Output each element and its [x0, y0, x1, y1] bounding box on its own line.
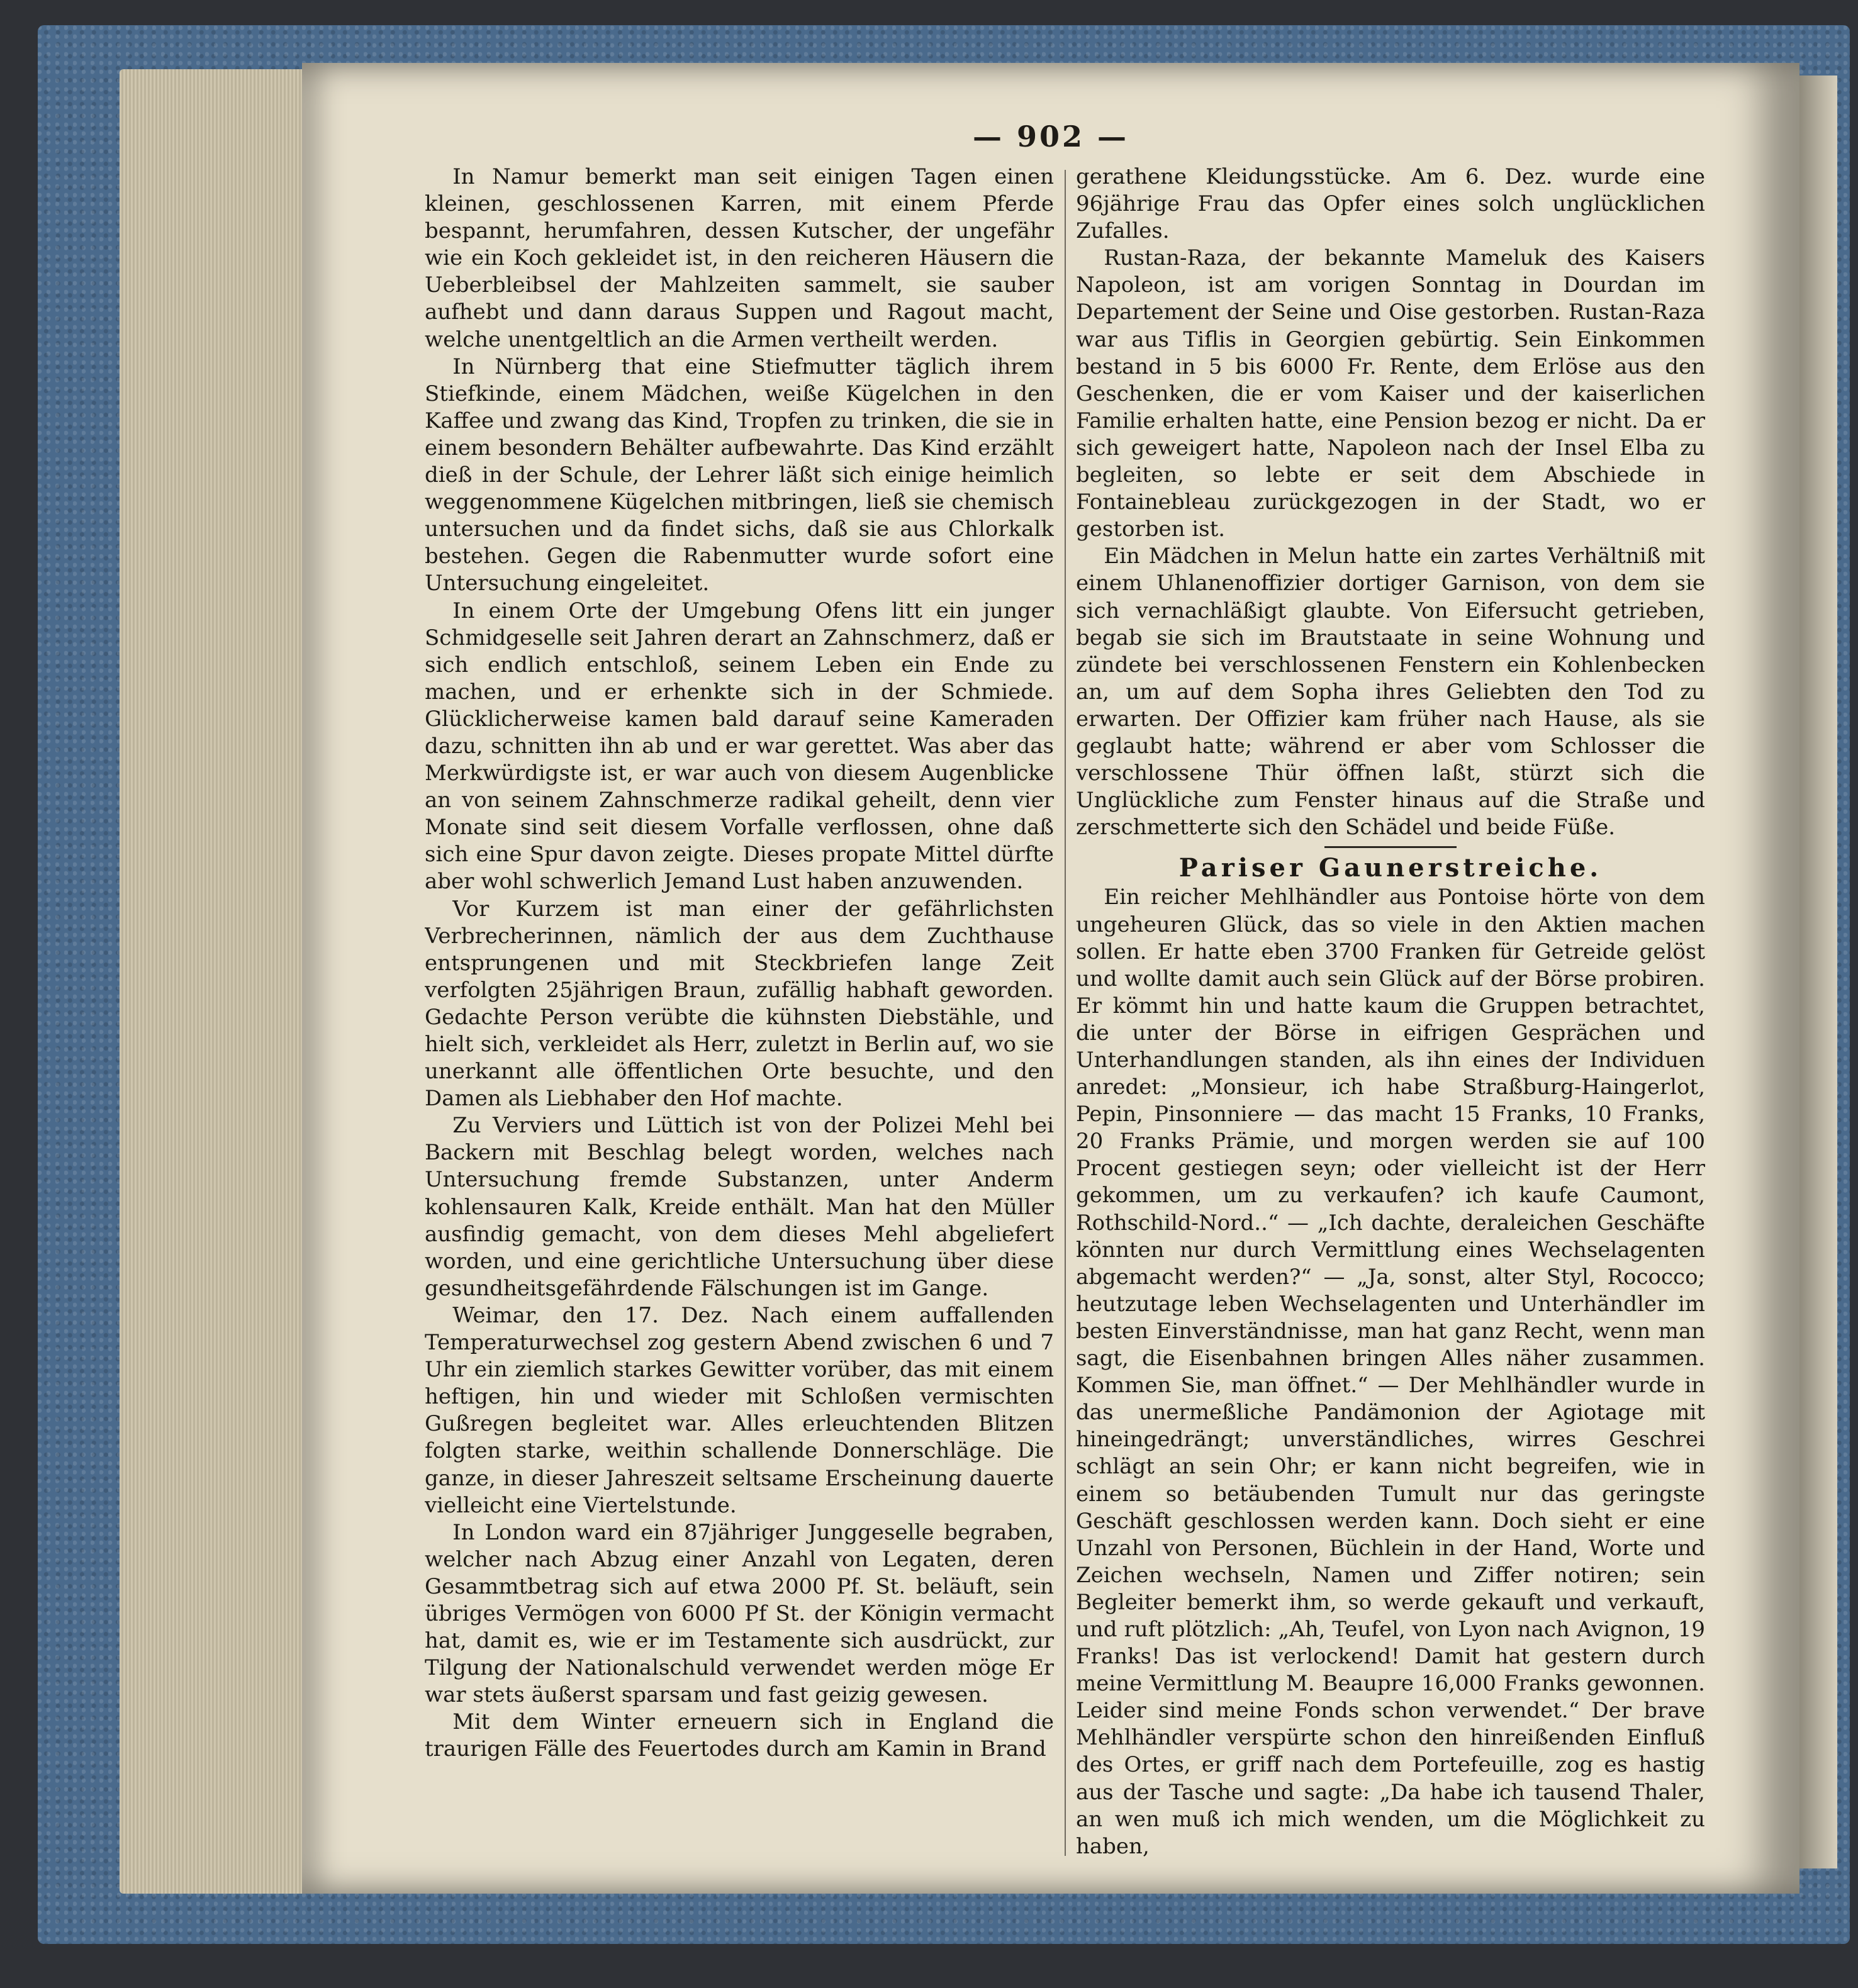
article-paragraph: Weimar, den 17. Dez. Nach einem auffallenden Temperaturwechsel zog gestern Abend zwischen 6 und 7 Uhr ein ziemlich starkes Gewitter vorüber, das mit einem heftigen, hin und wieder mit Schloßen vermischten Gußregen begleitet war. Alles erleuchtenden Blitzen folgten starke, weithin schallende Donnerschläge. Die ganze, in dieser Jahreszeit seltsame Erscheinung dauerte vielleicht eine Viertelstunde.: [425, 1302, 1054, 1518]
article-paragraph: Zu Verviers und Lüttich ist von der Polizei Mehl bei Backern mit Beschlag belegt worden, welches nach Untersuchung fremde Substanzen, unter Anderm kohlensauren Kalk, Kreide enthält. Man hat den Müller ausfindig gemacht, von dem dieses Mehl abgeliefert worden, und eine gerichtliche Untersuchung über diese gesundheitsgefährdende Fälschungen ist im Gange.: [425, 1113, 1054, 1301]
article-paragraph: Rustan-Raza, der bekannte Mameluk des Kaisers Napoleon, ist am vorigen Sonntag in Dourdan im Departement der Seine und Oise gestorben. Rustan-Raza war aus Tiflis in Georgien gebürtig. Sein Einkommen bestand in 5 bis 6000 Fr. Rente, dem Erlöse aus den Geschenken, die er vom Kaiser und der kaiserlichen Familie erhalten hatte, eine Pension bezog er nicht. Da er sich geweigert hatte, Napoleon nach der Insel Elba zu begleiten, so lebte er seit dem Abschiede in Fontainebleau zurückgezogen in der Stadt, wo er gestorben ist.: [1076, 245, 1705, 542]
article-paragraph: gerathene Kleidungsstücke. Am 6. Dez. wurde eine 96jährige Frau das Opfer eines solch unglücklichen Zufalles.: [1076, 164, 1705, 244]
article-paragraph: Mit dem Winter erneuern sich in England die traurigen Fälle des Feuertodes durch am Kamin in Brand: [425, 1709, 1054, 1762]
section-heading: Pariser Gaunerstreiche.: [1178, 853, 1603, 883]
page-edges: [120, 69, 327, 1894]
column-divider: [1065, 170, 1066, 1856]
article-paragraph: Ein Mädchen in Melun hatte ein zartes Verhältniß mit einem Uhlanenoffizier dortiger Garnison, von dem sie sich vernachläßigt glaubte. Von Eifersucht getrieben, begab sie sich im Brautstaate in seine Wohnung und zündete bei verschlossenen Fenstern ein Kohlenbecken an, um auf dem Sopha ihres Geliebten den Tod zu erwarten. Der Offizier kam früher nach Hause, als sie geglaubt hatte; während er aber vom Schlosser die verschlossene Thür öffnen laßt, stürzt sich die Unglückliche zum Fenster hinaus auf die Straße und zerschmetterte sich den Schädel und beide Füße.: [1076, 544, 1705, 840]
article-paragraph: Vor Kurzem ist man einer der gefährlichsten Verbrecherinnen, nämlich der aus dem Zuchthause entsprungenen und mit Steckbriefen lange Zeit verfolgten 25jährigen Braun, zufällig habhaft geworden. Gedachte Person verübte die kühnsten Diebstähle, und hielt sich, verkleidet als Herr, zuletzt in Berlin auf, wo sie unerkannt alle öffentlichen Orte besuchte, und den Damen als Liebhaber den Hof machte.: [425, 896, 1054, 1112]
page-number: — 902 —: [972, 120, 1129, 154]
article-paragraph: In Nürnberg that eine Stiefmutter täglich ihrem Stiefkinde, einem Mädchen, weiße Kügelchen in den Kaffee und zwang das Kind, Tropfen zu trinken, die sie in einem besondern Behälter aufbewahrte. Das Kind erzählt dieß in der Schule, der Lehrer läßt sich einige heimlich weggenommene Kügelchen mitbringen, ließ sie chemisch untersuchen und da findet sichs, daß sie aus Chlorkalk bestehen. Gegen die Rabenmutter wurde sofort eine Untersuchung eingeleitet.: [425, 354, 1054, 596]
facing-page-edge: [1799, 75, 1837, 1868]
right-column: [1076, 164, 1705, 1862]
left-column: [425, 164, 1054, 1862]
article-paragraph: In einem Orte der Umgebung Ofens litt ein junger Schmidgeselle seit Jahren derart an Zahnschmerz, daß er sich endlich entschloß, seinem Leben ein Ende zu machen, und er erhenkte sich in der Schmiede. Glücklicherweise kamen bald darauf seine Kameraden dazu, schnitten ihn ab und er war gerettet. Was aber das Merkwürdigste ist, er war auch von diesem Augenblicke an von seinem Zahnschmerze radikal geheilt, denn vier Monate sind seit diesem Vorfalle verflossen, ohne daß sich eine Spur davon zeigte. Dieses propate Mittel dürfte aber wohl schwerlich Jemand Lust haben anzuwenden.: [425, 598, 1054, 895]
article-paragraph: In Namur bemerkt man seit einigen Tagen einen kleinen, geschlossenen Karren, mit einem Pferde bespannt, herumfahren, dessen Kutscher, der ungefähr wie ein Koch gekleidet ist, in den reicheren Häusern die Ueberbleibsel der Mahlzeiten sammelt, sie sauber aufhebt und dann daraus Suppen und Ragout macht, welche unentgeltlich an die Armen vertheilt werden.: [425, 164, 1054, 352]
section-divider-rule: [1324, 846, 1457, 848]
article-paragraph: In London ward ein 87jähriger Junggeselle begraben, welcher nach Abzug einer Anzahl von Legaten, deren Gesammtbetrag sich auf etwa 2000 Pf. St. beläuft, sein übriges Vermögen von 6000 Pf St. der Königin vermacht hat, damit es, wie er im Testamente sich ausdrückt, zur Tilgung der Nationalschuld verwendet werden möge Er war stets äußerst sparsam und fast geizig gewesen.: [425, 1519, 1054, 1708]
article-paragraph: Ein reicher Mehlhändler aus Pontoise hörte von dem ungeheuren Glück, das so viele in den Aktien machen sollen. Er hatte eben 3700 Franken für Getreide gelöst und wollte damit auch sein Glück auf der Börse probiren. Er kömmt hin und hatte kaum die Gruppen betrachtet, die unter der Börse in eifrigen Gesprächen und Unterhandlungen standen, als ihn eines der Individuen anredet: „Monsieur, ich habe Straßburg-Haingerlot, Pepin, Pinsonniere — das macht 15 Franks, 10 Franks, 20 Franks Prämie, und morgen werden sie auf 100 Procent gestiegen seyn; oder vielleicht ist der Herr gekommen, um zu verkaufen? ich kaufe Caumont, Rothschild-Nord..“ — „Ich dachte, deraleichen Geschäfte könnten nur durch Vermittlung eines Wechselagenten abgemacht werden?“ — „Ja, sonst, alter Styl, Rococco; heutzutage leben Wechselagenten und Unterhändler im besten Einverständnisse, man hat ganz Recht, wenn man sagt, die Eisenbahnen bringen Alles näher zusammen. Kommen Sie, man öffnet.“ — Der Mehlhändler wurde in das unermeßliche Pandämonion der Agiotage mit hineingedrängt; unverständliches, wirres Geschrei schlägt an sein Ohr; er kann nicht begreifen, wie in einem so betäubenden Tumult nur das geringste Geschäft geschlossen werden kann. Doch sieht er eine Unzahl von Personen, Büchlein in der Hand, Worte und Zeichen wechseln, Namen und Ziffer notiren; sein Begleiter bemerkt ihm, so werde gekauft und verkauft, und ruft plötzlich: „Ah, Teufel, von Lyon nach Avignon, 19 Franks! Das ist verlockend! Damit hat gestern durch meine Vermittlung M. Beaupre 16,000 Franks gewonnen. Leider sind meine Fonds schon verwendet.“ Der brave Mehlhändler verspürte schon den hinreißenden Einfluß des Ortes, er griff nach dem Portefeuille, zog es hastig aus der Tasche und sagte: „Da habe ich tausend Thaler, an wen muß ich mich wenden, um die Möglichkeit zu haben,: [1076, 885, 1705, 1859]
book-page: [302, 63, 1799, 1894]
